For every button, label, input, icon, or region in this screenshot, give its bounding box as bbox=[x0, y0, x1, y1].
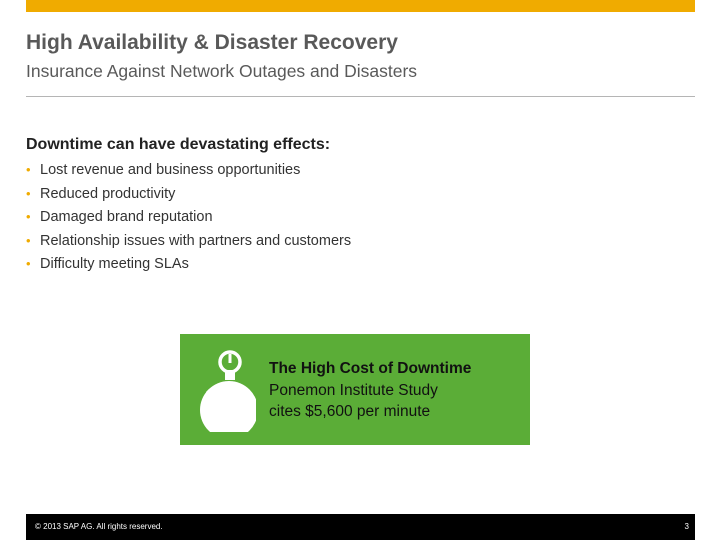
section-heading: Downtime can have devastating effects: bbox=[26, 136, 331, 153]
bullet-icon: • bbox=[26, 162, 31, 177]
bullet-icon: • bbox=[26, 185, 31, 201]
stopwatch-icon bbox=[196, 348, 256, 432]
bullet-icon: • bbox=[26, 209, 31, 224]
slide-subtitle: Insurance Against Network Outages and Disasters bbox=[26, 61, 418, 81]
copyright-text: © 2013 SAP AG. All rights reserved. bbox=[35, 522, 163, 531]
bullet-text: Damaged brand reputation bbox=[40, 209, 213, 225]
bullet-text: Lost revenue and business opportunities bbox=[40, 162, 301, 178]
callout-text bbox=[269, 358, 471, 423]
bullet-item bbox=[26, 182, 351, 206]
footer-bar bbox=[26, 514, 695, 540]
bullet-item bbox=[26, 158, 351, 182]
callout-title: The High Cost of Downtime bbox=[269, 360, 472, 377]
bullet-list bbox=[26, 158, 351, 276]
header-divider bbox=[26, 96, 695, 97]
bullet-item bbox=[26, 229, 351, 253]
bullet-text: Relationship issues with partners and customers bbox=[40, 232, 352, 249]
slide-title: High Availability & Disaster Recovery bbox=[26, 31, 398, 54]
bullet-item bbox=[26, 252, 351, 276]
bullet-text: Reduced productivity bbox=[40, 185, 176, 202]
bullet-icon: • bbox=[26, 256, 31, 271]
page-number: 3 bbox=[684, 522, 689, 531]
downtime-cost-callout bbox=[180, 334, 530, 445]
callout-line: Ponemon Institute Study bbox=[269, 381, 438, 399]
bullet-item bbox=[26, 205, 351, 229]
top-accent-bar bbox=[26, 0, 695, 12]
callout-line: cites $5,600 per minute bbox=[269, 403, 431, 420]
bullet-icon: • bbox=[26, 232, 31, 248]
bullet-text: Difficulty meeting SLAs bbox=[40, 256, 189, 272]
